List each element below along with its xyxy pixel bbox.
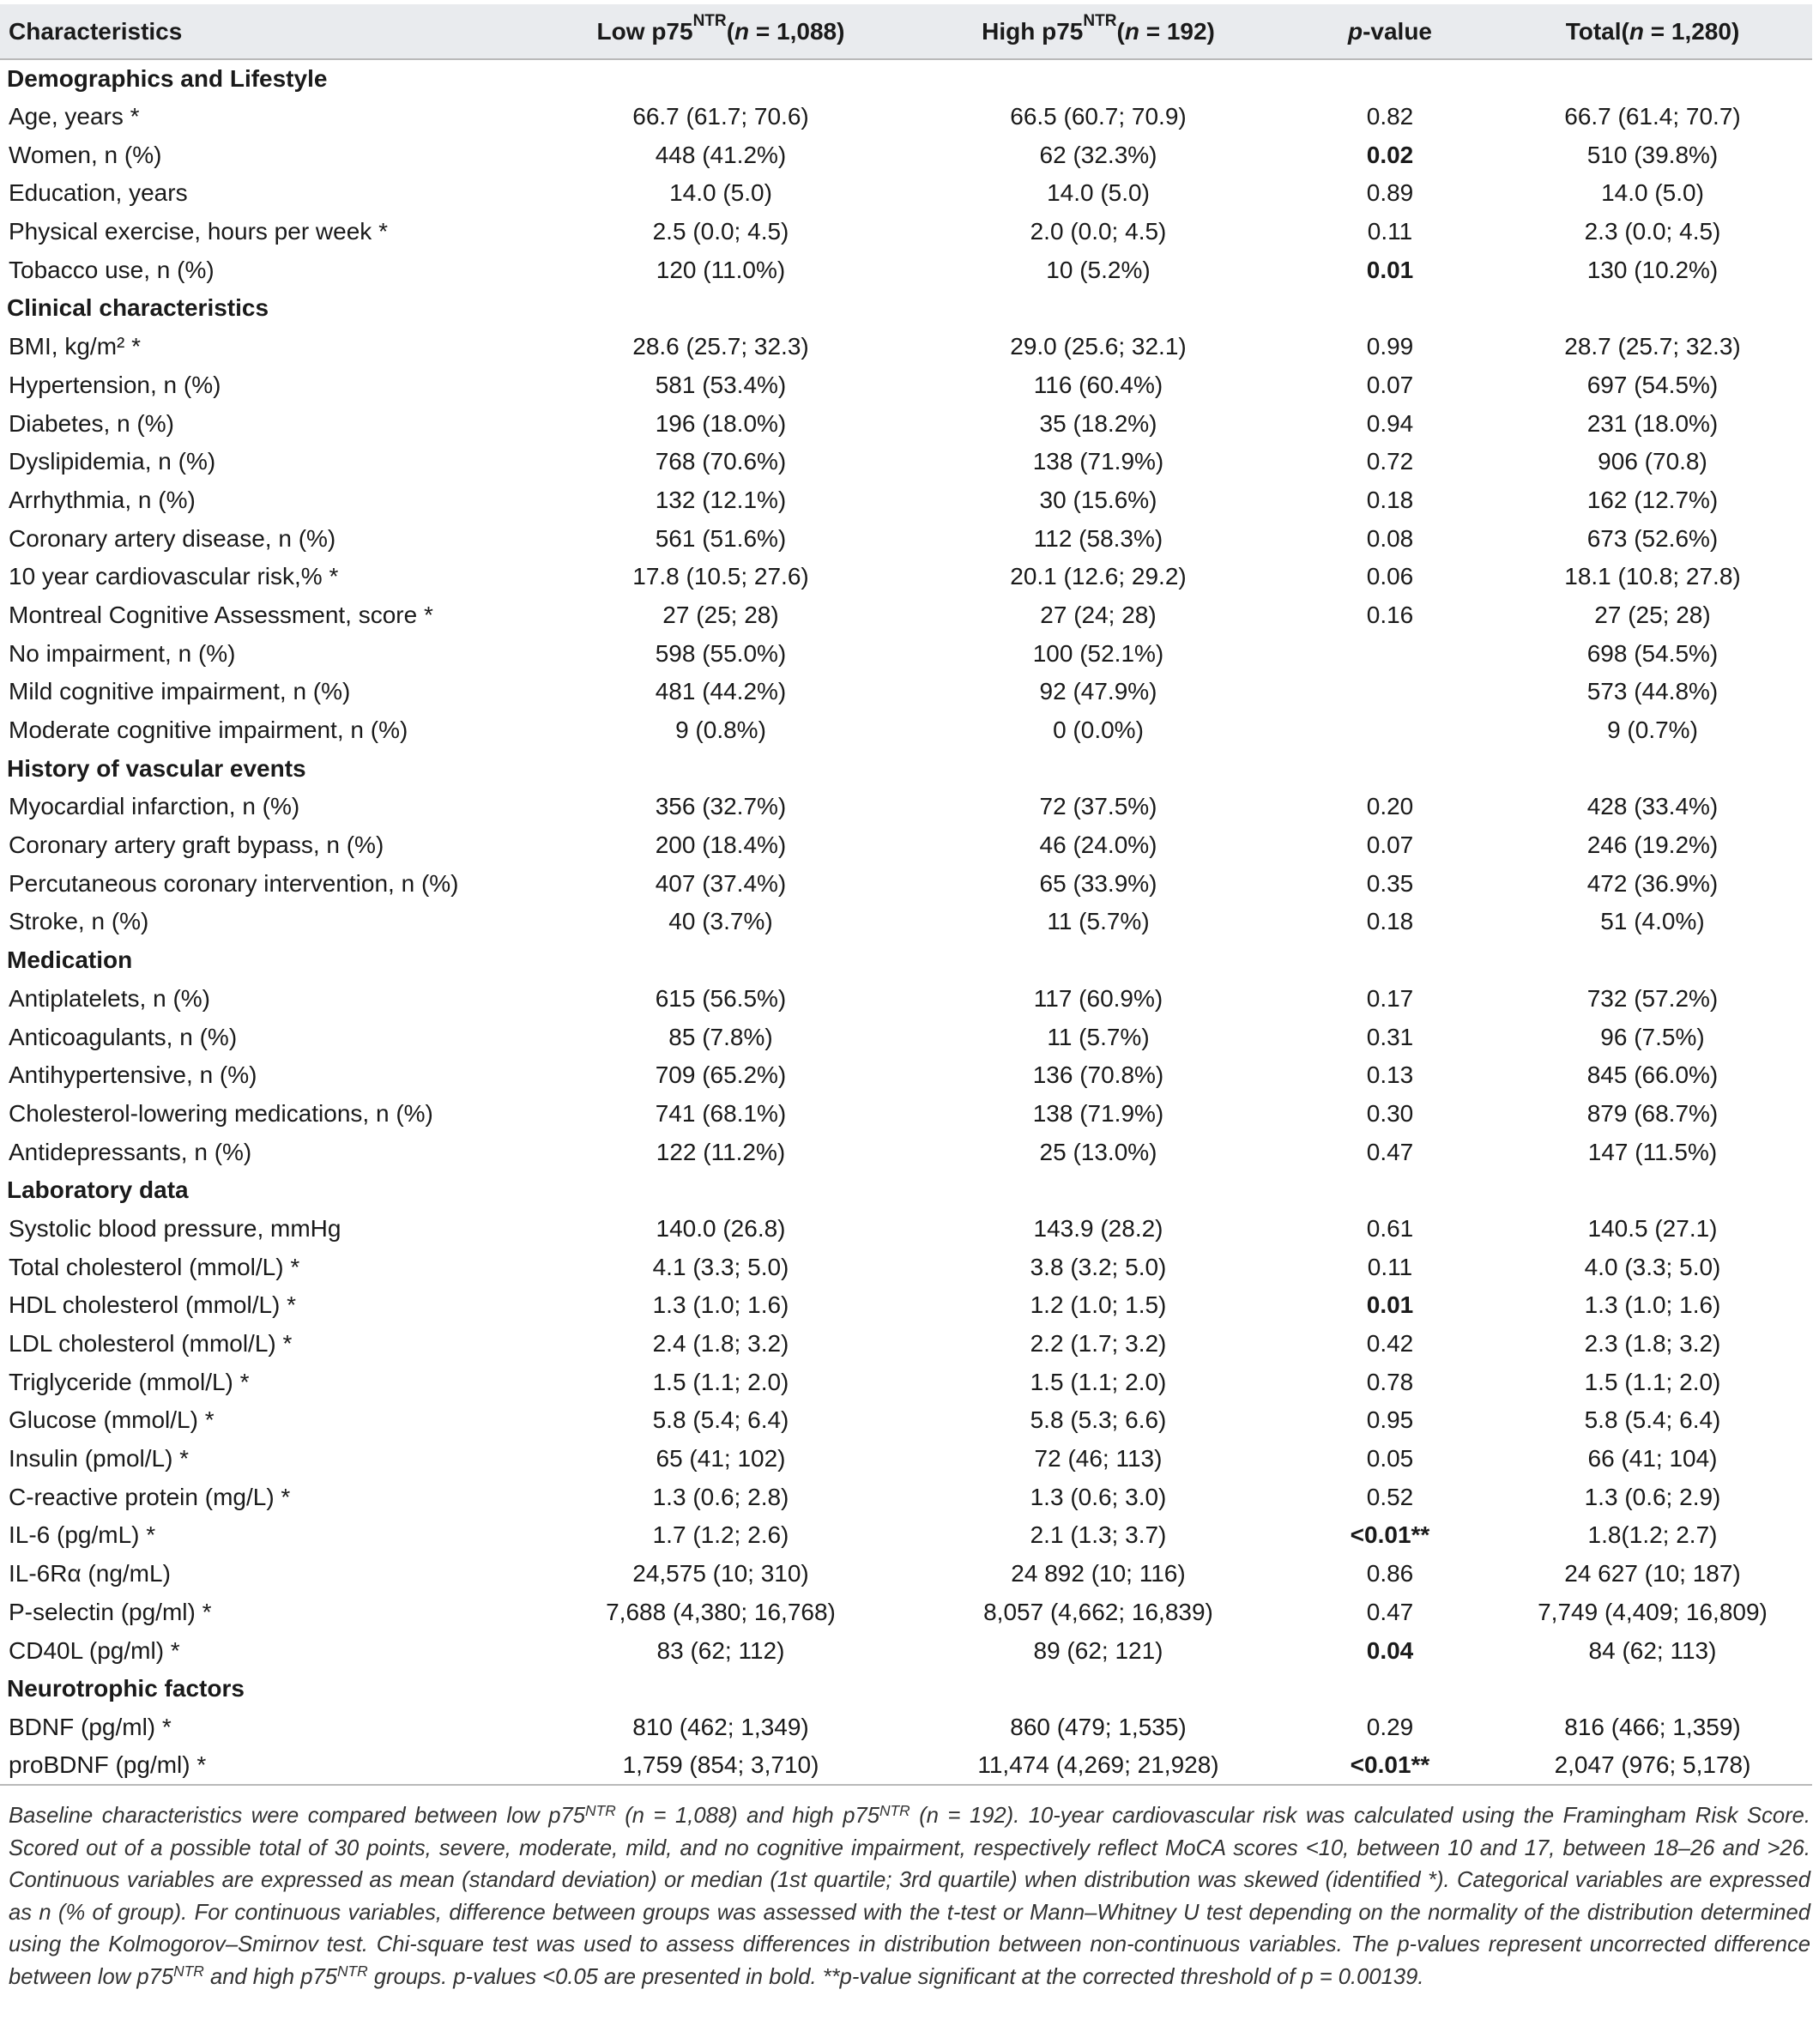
low-p75-value: 5.8 (5.4; 6.4)	[652, 1406, 789, 1434]
high-p75-value: 30 (15.6%)	[1039, 486, 1157, 513]
high-p75-value: 1.2 (1.0; 1.5)	[1030, 1291, 1167, 1319]
high-p75-value: 66.5 (60.7; 70.9)	[1010, 103, 1187, 130]
p-value: 0.72	[1366, 448, 1414, 475]
low-p75-value: 768 (70.6%)	[655, 448, 787, 475]
low-p75-value: 196 (18.0%)	[655, 409, 787, 437]
row-label: Antihypertensive, n (%)	[9, 1061, 257, 1089]
total-value: 246 (19.2%)	[1586, 832, 1719, 859]
table-row	[0, 1286, 1812, 1325]
section-title: History of vascular events	[7, 754, 306, 782]
table-footnote: Baseline characteristics were compared between low $p75^{NTR}$ (n = 1,088) and high $p75^{NTR}$ (n = 192). 10-year cardiovascular risk was calculated using the Framingham Risk Score. Scored out of a possible total of 30 points, severe, moderate, mild, and no cognitive impairment, respectively reflect MoCA scores <10, between 10 and 17, between 18–26 and >26. Continuous variables are expressed as mean (standard deviation) or median (1st quartile; 3rd quartile) when distribution was skewed (identified *). Categorical variables are expressed as n (% of group). For continuous variables, difference between groups was assessed with the t-test or Mann–Whitney U test depending on the normality of the distribution determined using the Kolmogorov–Smirnov test. Chi-square test was used to assess differences in distribution between non-continuous variables. The p-values represent uncorrected difference between low $p75^{NTR}$ and high $p75^{NTR}$ groups. p-values <0.05 are presented in bold. **p-value significant at the corrected threshold of p = 0.00139.	[9, 1801, 1810, 1989]
row-label: Insulin (pmol/L) *	[9, 1445, 190, 1473]
table-row	[0, 328, 1812, 366]
table-row	[0, 1401, 1812, 1440]
table-header	[0, 4, 1812, 59]
header-high-p75: High $p75^{NTR}(n = 192)$	[910, 4, 1287, 59]
low-p75-value: 598 (55.0%)	[655, 639, 787, 667]
total-value: 28.7 (25.7; 32.3)	[1564, 333, 1741, 360]
low-p75-value: 407 (37.4%)	[655, 869, 787, 897]
p-value	[1287, 711, 1493, 750]
high-p75-value: 112 (58.3%)	[1033, 524, 1163, 552]
table-row	[0, 1516, 1812, 1555]
total-value: 66.7 (61.4; 70.7)	[1564, 103, 1741, 130]
row-label: Stroke, n (%)	[9, 908, 149, 935]
table-row	[0, 1210, 1812, 1249]
total-value: 51 (4.0%)	[1600, 908, 1705, 935]
header-characteristics: Characteristics	[0, 4, 532, 59]
p-value: 0.17	[1366, 984, 1414, 1012]
total-value: 428 (33.4%)	[1586, 793, 1719, 820]
table-row	[0, 1095, 1812, 1134]
low-p75-value: 1.5 (1.1; 2.0)	[652, 1368, 789, 1395]
low-p75-value: 27 (25; 28)	[662, 601, 779, 628]
table-row	[0, 366, 1812, 405]
row-label: Mild cognitive impairment, n (%)	[9, 678, 351, 705]
total-value: 1.8(1.2; 2.7)	[1587, 1521, 1718, 1549]
row-label: C-reactive protein (mg/L) *	[9, 1483, 291, 1510]
row-label: HDL cholesterol (mmol/L) *	[9, 1291, 297, 1319]
high-p75-value: 89 (62; 121)	[1033, 1636, 1163, 1664]
low-p75-value: 65 (41; 102)	[656, 1445, 786, 1473]
high-p75-value: 3.8 (3.2; 5.0)	[1030, 1253, 1167, 1280]
p-value: 0.04	[1366, 1636, 1414, 1664]
total-value: 698 (54.5%)	[1586, 639, 1719, 667]
p-value: <0.01**	[1287, 1746, 1493, 1785]
table-row	[0, 1018, 1812, 1056]
high-p75-value: 1.5 (1.1; 2.0)	[1030, 1368, 1167, 1395]
low-p75-value: 140.0 (26.8)	[656, 1214, 786, 1242]
high-p75-value: 860 (479; 1,535)	[1010, 1713, 1187, 1740]
table-row	[0, 98, 1812, 136]
section-title: Neurotrophic factors	[7, 1675, 245, 1702]
table-row	[0, 673, 1812, 711]
table-row	[0, 1056, 1812, 1095]
row-label: Montreal Cognitive Assessment, score *	[9, 601, 433, 628]
total-value: 27 (25; 28)	[1594, 601, 1711, 628]
low-p75-value: 83 (62; 112)	[656, 1636, 785, 1664]
table-row	[0, 711, 1812, 750]
low-p75-value: 561 (51.6%)	[655, 524, 787, 552]
low-p75-value: 85 (7.8%)	[668, 1023, 773, 1050]
section-title: Demographics and Lifestyle	[7, 64, 328, 92]
total-value: 96 (7.5%)	[1600, 1023, 1705, 1050]
total-value: 66 (41; 104)	[1587, 1445, 1718, 1473]
low-p75-value: 448 (41.2%)	[655, 141, 787, 168]
p-value: 0.20	[1366, 793, 1414, 820]
high-p75-value: 117 (60.9%)	[1033, 984, 1163, 1012]
low-p75-value: 810 (462; 1,349)	[632, 1713, 809, 1740]
table-row	[0, 1746, 1812, 1785]
high-p75-value: 29.0 (25.6; 32.1)	[1010, 333, 1187, 360]
header-p-value: p-value	[1287, 4, 1493, 59]
total-value: 18.1 (10.8; 27.8)	[1564, 563, 1741, 590]
table-row	[0, 903, 1812, 941]
row-label: Cholesterol-lowering medications, n (%)	[9, 1099, 433, 1127]
low-p75-value: 7,688 (4,380; 16,768)	[606, 1598, 836, 1625]
row-label: Arrhythmia, n (%)	[9, 486, 196, 513]
total-value: 1.3 (0.6; 2.9)	[1584, 1483, 1721, 1510]
row-label: Myocardial infarction, n (%)	[9, 793, 300, 820]
row-label: Glucose (mmol/L) *	[9, 1406, 215, 1434]
low-p75-value: 122 (11.2%)	[656, 1138, 786, 1165]
high-p75-value: 72 (37.5%)	[1039, 793, 1157, 820]
total-value: 147 (11.5%)	[1587, 1138, 1718, 1165]
section-title: Clinical characteristics	[7, 294, 269, 322]
p-value: 0.06	[1366, 563, 1414, 590]
p-value: 0.52	[1366, 1483, 1414, 1510]
low-p75-value: 14.0 (5.0)	[669, 179, 772, 207]
table-row	[0, 788, 1812, 826]
p-value: <0.01**	[1350, 1521, 1430, 1549]
low-p75-value: 481 (44.2%)	[655, 678, 787, 705]
row-label: Antidepressants, n (%)	[9, 1138, 252, 1165]
p-value: 0.99	[1366, 333, 1414, 360]
row-label: Women, n (%)	[9, 141, 162, 168]
row-label: Hypertension, n (%)	[9, 371, 221, 398]
high-p75-value: 2.0 (0.0; 4.5)	[1030, 218, 1167, 245]
high-p75-value: 62 (32.3%)	[1039, 141, 1157, 168]
high-p75-value: 27 (24; 28)	[1040, 601, 1157, 628]
table-row	[0, 980, 1812, 1019]
table-row	[0, 596, 1812, 635]
row-label: Systolic blood pressure, mmHg	[9, 1214, 341, 1242]
p-value: 0.11	[1367, 218, 1413, 245]
table-row	[0, 443, 1812, 481]
low-p75-value: 615 (56.5%)	[655, 984, 787, 1012]
p-value: 0.95	[1366, 1406, 1414, 1434]
row-label: Moderate cognitive impairment, n (%)	[9, 717, 408, 744]
total-value: 510 (39.8%)	[1586, 141, 1719, 168]
p-value: 0.01	[1366, 1291, 1414, 1319]
high-p75-value: 143.9 (28.2)	[1033, 1214, 1163, 1242]
table-row	[0, 404, 1812, 443]
total-value: 906 (70.8)	[1598, 448, 1707, 475]
header-row	[0, 4, 1812, 59]
table-row	[0, 1133, 1812, 1171]
low-p75-value: 2.4 (1.8; 3.2)	[652, 1330, 789, 1358]
table-row	[0, 1440, 1812, 1479]
section-header-row	[0, 59, 1812, 98]
section-title: Laboratory data	[7, 1176, 189, 1204]
high-p75-value: 138 (71.9%)	[1032, 1099, 1164, 1127]
table-row	[0, 1363, 1812, 1401]
row-label: IL-6 (pg/mL) *	[9, 1521, 156, 1549]
high-p75-value: 35 (18.2%)	[1039, 409, 1157, 437]
high-p75-value: 5.8 (5.3; 6.6)	[1030, 1406, 1167, 1434]
total-value: 816 (466; 1,359)	[1564, 1713, 1741, 1740]
table-row	[0, 864, 1812, 903]
low-p75-value: 709 (65.2%)	[655, 1061, 787, 1089]
low-p75-value: 9 (0.8%)	[675, 717, 766, 744]
high-p75-value: 24 892 (10; 116)	[1011, 1560, 1186, 1587]
total-value: 9 (0.7%)	[1607, 717, 1698, 744]
total-value: 24 627 (10; 187)	[1564, 1560, 1741, 1587]
section-title: Medication	[7, 946, 133, 974]
table-row	[0, 1478, 1812, 1516]
total-value: 4.0 (3.3; 5.0)	[1584, 1253, 1721, 1280]
total-value: 732 (57.2%)	[1586, 984, 1719, 1012]
total-value: 879 (68.7%)	[1586, 1099, 1719, 1127]
high-p75-value: 100 (52.1%)	[1032, 639, 1164, 667]
row-label: Percutaneous coronary intervention, n (%)	[9, 869, 459, 897]
low-p75-value: 66.7 (61.7; 70.6)	[632, 103, 809, 130]
table-row	[0, 213, 1812, 251]
high-p75-value: 92 (47.9%)	[1039, 678, 1157, 705]
table-row	[0, 481, 1812, 520]
low-p75-value: 4.1 (3.3; 5.0)	[652, 1253, 789, 1280]
total-value: 130 (10.2%)	[1586, 256, 1719, 283]
low-p75-value: 741 (68.1%)	[655, 1099, 787, 1127]
high-p75-value: 14.0 (5.0)	[1047, 179, 1150, 207]
p-value: 0.86	[1366, 1560, 1414, 1587]
row-label: Dyslipidemia, n (%)	[9, 448, 216, 475]
p-value: 0.18	[1366, 908, 1414, 935]
row-label: IL-6Rα (ng/mL)	[9, 1560, 171, 1587]
p-value: 0.02	[1366, 141, 1414, 168]
table-row	[0, 174, 1812, 213]
low-p75-value: 581 (53.4%)	[655, 371, 787, 398]
low-p75-value: 132 (12.1%)	[655, 486, 787, 513]
high-p75-value: 65 (33.9%)	[1039, 869, 1157, 897]
p-value: 0.82	[1366, 103, 1414, 130]
high-p75-value: 138 (71.9%)	[1032, 448, 1164, 475]
row-label: P-selectin (pg/ml) *	[9, 1598, 212, 1625]
p-value: 0.16	[1366, 601, 1414, 628]
p-value	[1287, 634, 1493, 673]
high-p75-value: 46 (24.0%)	[1039, 832, 1157, 859]
high-p75-value: 2.1 (1.3; 3.7)	[1030, 1521, 1167, 1549]
section-header-row	[0, 1171, 1812, 1210]
table-row	[0, 1593, 1812, 1632]
table-body	[0, 59, 1812, 1785]
high-p75-value: 20.1 (12.6; 29.2)	[1010, 563, 1187, 590]
high-p75-value: 11 (5.7%)	[1047, 908, 1150, 935]
high-p75-value: 8,057 (4,662; 16,839)	[983, 1598, 1213, 1625]
total-value: 2.3 (0.0; 4.5)	[1584, 218, 1721, 245]
section-header-row	[0, 1670, 1812, 1708]
total-value: 845 (66.0%)	[1586, 1061, 1719, 1089]
row-label: LDL cholesterol (mmol/L) *	[9, 1330, 293, 1358]
p-value: 0.11	[1367, 1253, 1413, 1280]
row-label: Coronary artery disease, n (%)	[9, 524, 336, 552]
row-label: CD40L (pg/ml) *	[9, 1636, 180, 1664]
high-p75-value: 11,474 (4,269; 21,928)	[910, 1746, 1287, 1785]
total-value: 1.5 (1.1; 2.0)	[1584, 1368, 1721, 1395]
low-p75-value: 1,759 (854; 3,710)	[532, 1746, 910, 1785]
table-row	[0, 1325, 1812, 1364]
p-value: 0.05	[1366, 1445, 1414, 1473]
table-row	[0, 251, 1812, 289]
row-label: proBDNF (pg/ml) *	[0, 1746, 532, 1785]
low-p75-value: 1.7 (1.2; 2.6)	[652, 1521, 789, 1549]
low-p75-value: 28.6 (25.7; 32.3)	[632, 333, 809, 360]
row-label: Total cholesterol (mmol/L) *	[9, 1253, 300, 1280]
total-value: 231 (18.0%)	[1586, 409, 1719, 437]
p-value: 0.01	[1366, 256, 1414, 283]
row-label: Antiplatelets, n (%)	[9, 984, 210, 1012]
low-p75-value: 1.3 (0.6; 2.8)	[652, 1483, 789, 1510]
low-p75-value: 1.3 (1.0; 1.6)	[652, 1291, 789, 1319]
p-value: 0.18	[1366, 486, 1414, 513]
total-value: 472 (36.9%)	[1586, 869, 1719, 897]
table-row	[0, 136, 1812, 174]
total-value: 573 (44.8%)	[1586, 678, 1719, 705]
p-value: 0.13	[1366, 1061, 1414, 1089]
section-header-row	[0, 941, 1812, 980]
row-label: Triglyceride (mmol/L) *	[9, 1368, 250, 1395]
row-label: 10 year cardiovascular risk,% *	[9, 563, 339, 590]
p-value: 0.61	[1366, 1214, 1414, 1242]
total-value: 2.3 (1.8; 3.2)	[1584, 1330, 1721, 1358]
row-label: Anticoagulants, n (%)	[9, 1023, 238, 1050]
low-p75-value: 200 (18.4%)	[655, 832, 787, 859]
total-value: 673 (52.6%)	[1586, 524, 1719, 552]
characteristics-table	[0, 4, 1812, 1786]
p-value: 0.08	[1366, 524, 1414, 552]
total-value: 162 (12.7%)	[1586, 486, 1719, 513]
high-p75-value: 136 (70.8%)	[1032, 1061, 1164, 1089]
p-value: 0.47	[1366, 1598, 1414, 1625]
total-value: 140.5 (27.1)	[1587, 1214, 1718, 1242]
p-value: 0.94	[1366, 409, 1414, 437]
p-value: 0.42	[1366, 1330, 1414, 1358]
table-row	[0, 519, 1812, 558]
p-value: 0.07	[1366, 371, 1414, 398]
p-value	[1287, 673, 1493, 711]
low-p75-value: 2.5 (0.0; 4.5)	[652, 218, 789, 245]
total-value: 1.3 (1.0; 1.6)	[1584, 1291, 1721, 1319]
section-header-row	[0, 749, 1812, 788]
total-value: 5.8 (5.4; 6.4)	[1584, 1406, 1721, 1434]
high-p75-value: 10 (5.2%)	[1046, 256, 1151, 283]
row-label: Diabetes, n (%)	[9, 409, 174, 437]
p-value: 0.31	[1366, 1023, 1414, 1050]
row-label: Tobacco use, n (%)	[9, 256, 215, 283]
total-value: 2,047 (976; 5,178)	[1493, 1746, 1812, 1785]
total-value: 7,749 (4,409; 16,809)	[1538, 1598, 1768, 1625]
row-label: Education, years	[9, 179, 188, 207]
row-label: BMI, kg/m² *	[9, 333, 142, 360]
low-p75-value: 120 (11.0%)	[656, 256, 786, 283]
high-p75-value: 11 (5.7%)	[1047, 1023, 1150, 1050]
p-value: 0.07	[1366, 832, 1414, 859]
table-row	[0, 634, 1812, 673]
header-low-p75: Low $p75^{NTR}(n = 1,088)$	[532, 4, 910, 59]
header-total: Total(n = 1,280)	[1493, 4, 1812, 59]
row-label: Coronary artery graft bypass, n (%)	[9, 832, 384, 859]
high-p75-value: 25 (13.0%)	[1039, 1138, 1157, 1165]
table-row	[0, 1248, 1812, 1286]
low-p75-value: 40 (3.7%)	[668, 908, 773, 935]
low-p75-value: 356 (32.7%)	[655, 793, 787, 820]
row-label: No impairment, n (%)	[9, 639, 236, 667]
row-label: BDNF (pg/ml) *	[9, 1713, 172, 1740]
low-p75-value: 24,575 (10; 310)	[632, 1560, 809, 1587]
table-row	[0, 1708, 1812, 1747]
high-p75-value: 116 (60.4%)	[1033, 371, 1163, 398]
row-label: Age, years *	[9, 103, 140, 130]
table-row	[0, 826, 1812, 865]
total-value: 14.0 (5.0)	[1601, 179, 1704, 207]
table-row	[0, 1631, 1812, 1670]
high-p75-value: 1.3 (0.6; 3.0)	[1030, 1483, 1167, 1510]
total-value: 697 (54.5%)	[1586, 371, 1719, 398]
p-value: 0.89	[1366, 179, 1414, 207]
row-label: Physical exercise, hours per week *	[9, 218, 388, 245]
low-p75-value: 17.8 (10.5; 27.6)	[632, 563, 809, 590]
p-value: 0.35	[1366, 869, 1414, 897]
high-p75-value: 2.2 (1.7; 3.2)	[1030, 1330, 1167, 1358]
p-value: 0.30	[1366, 1099, 1414, 1127]
p-value: 0.78	[1366, 1368, 1414, 1395]
total-value: 84 (62; 113)	[1588, 1636, 1717, 1664]
table-row	[0, 1555, 1812, 1593]
p-value: 0.47	[1366, 1138, 1414, 1165]
section-header-row	[0, 289, 1812, 328]
high-p75-value: 72 (46; 113)	[1034, 1445, 1163, 1473]
high-p75-value: 0 (0.0%)	[1053, 717, 1144, 744]
table-row	[0, 558, 1812, 596]
p-value: 0.29	[1366, 1713, 1414, 1740]
